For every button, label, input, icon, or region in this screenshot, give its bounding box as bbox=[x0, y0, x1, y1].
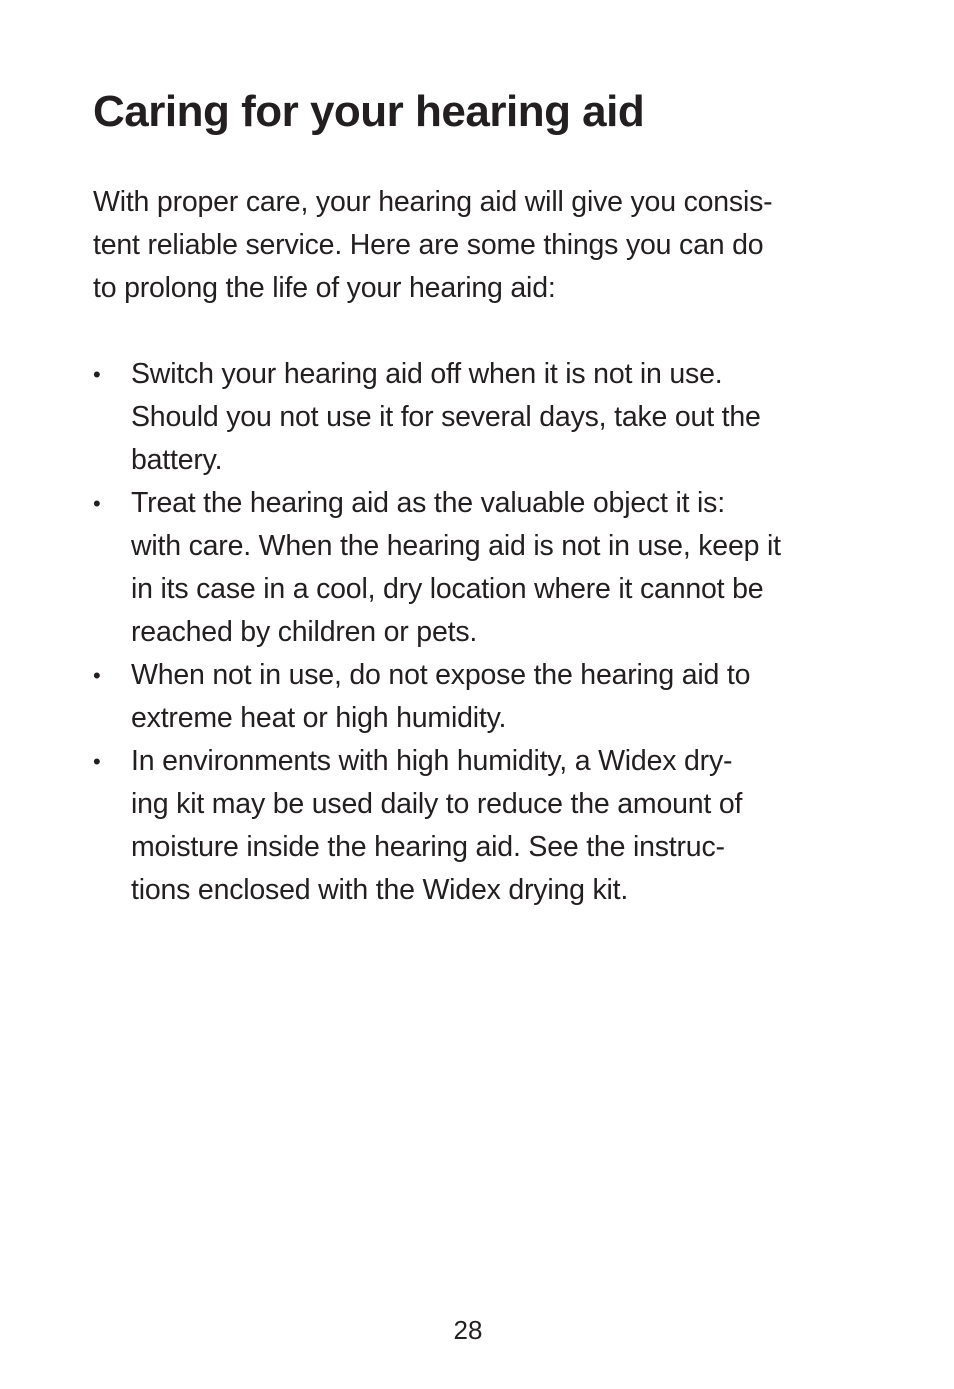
care-tip-line: Treat the hearing aid as the valuable object it is: bbox=[131, 487, 725, 519]
care-tip-line: with care. When the hearing aid is not in use, keep it bbox=[131, 530, 781, 562]
page-number: 28 bbox=[453, 1315, 483, 1345]
care-tip-line: When not in use, do not expose the hearing aid to bbox=[131, 659, 751, 691]
care-tip-line: extreme heat or high humidity. bbox=[131, 702, 507, 734]
intro-paragraph bbox=[93, 181, 772, 310]
care-tip-line: tions enclosed with the Widex drying kit. bbox=[131, 874, 629, 906]
care-tip-line: Should you not use it for several days, take out the bbox=[131, 401, 761, 433]
care-tip-line: ing kit may be used daily to reduce the amount of bbox=[131, 788, 743, 820]
care-tip-item bbox=[93, 353, 781, 482]
intro-line: to prolong the life of your hearing aid: bbox=[93, 272, 556, 304]
care-tips-list bbox=[93, 353, 781, 912]
care-tip-item bbox=[93, 482, 781, 654]
care-tip-line: in its case in a cool, dry location where it cannot be bbox=[131, 573, 764, 605]
page-title: Caring for your hearing aid bbox=[93, 87, 645, 136]
bullet-icon: • bbox=[93, 362, 101, 387]
care-tip-line: moisture inside the hearing aid. See the instruc- bbox=[131, 831, 725, 863]
intro-line: tent reliable service. Here are some things you can do bbox=[93, 229, 764, 261]
bullet-icon: • bbox=[93, 491, 101, 516]
care-tip-item bbox=[93, 740, 781, 912]
care-tip-line: reached by children or pets. bbox=[131, 616, 478, 648]
intro-line: With proper care, your hearing aid will give you consis- bbox=[93, 186, 773, 218]
care-tip-line: Switch your hearing aid off when it is not in use. bbox=[131, 358, 723, 390]
care-tip-line: battery. bbox=[131, 444, 223, 476]
bullet-icon: • bbox=[93, 663, 101, 688]
care-tip-line: In environments with high humidity, a Widex dry- bbox=[131, 745, 733, 777]
care-tip-item bbox=[93, 654, 781, 740]
bullet-icon: • bbox=[93, 749, 101, 774]
